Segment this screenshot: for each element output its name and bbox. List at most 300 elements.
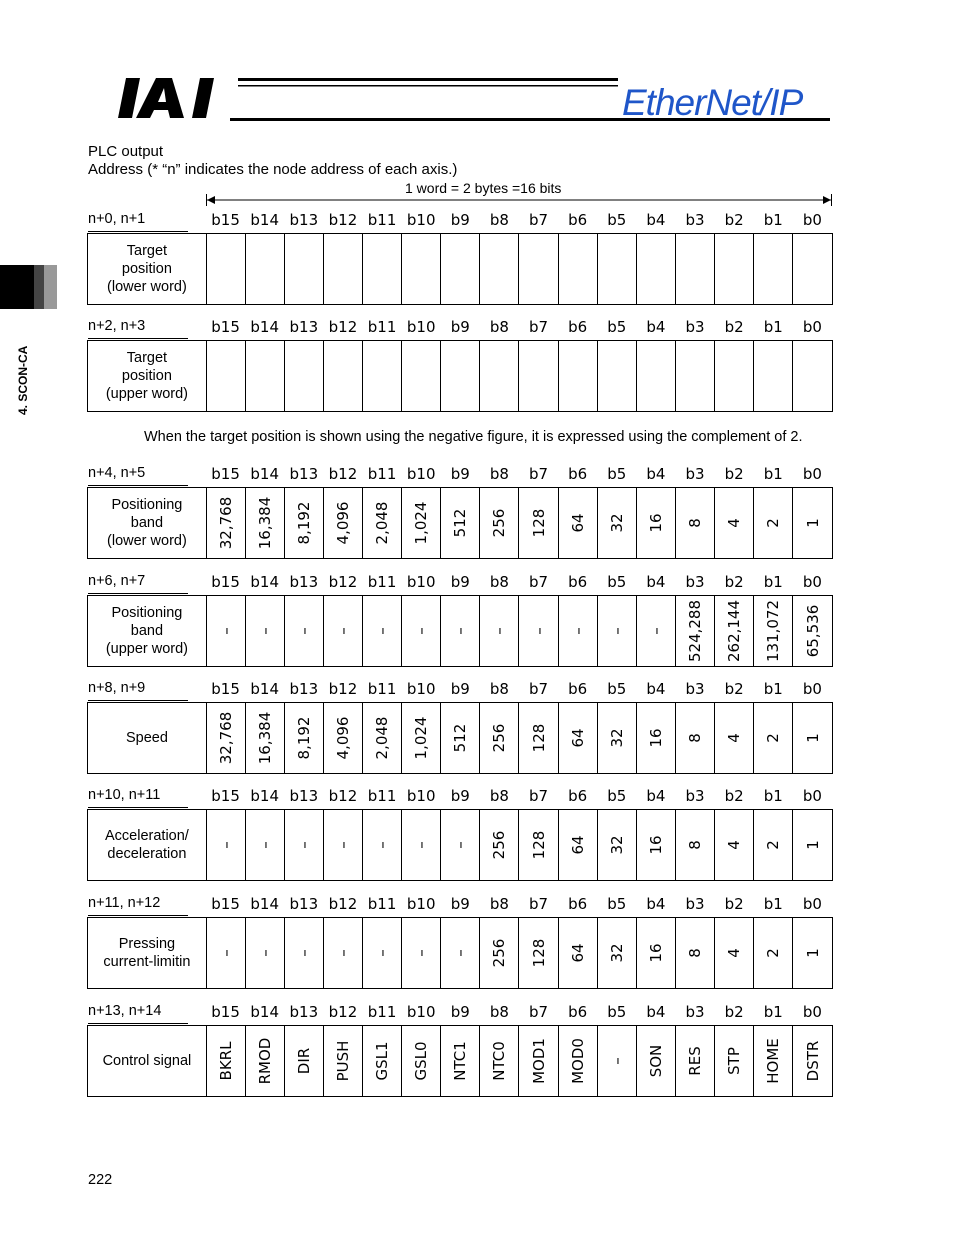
bit-cell-value: – [607, 1057, 626, 1065]
register-grid [87, 702, 833, 774]
bit-cell [480, 918, 519, 988]
bit-cell-value: HOME [763, 1038, 782, 1084]
bit-cell-value: 8 [685, 840, 704, 850]
bit-cell [246, 918, 285, 988]
bit-cell-value: – [568, 627, 587, 635]
bit-label: b9 [450, 787, 470, 805]
bit-cell [285, 234, 324, 304]
register-label-line: band [130, 515, 164, 531]
bit-cell [402, 703, 441, 773]
bit-cell-value: – [451, 949, 470, 957]
bit-cell [324, 341, 363, 411]
side-tab-shade-light [44, 265, 57, 309]
bit-label: b10 [406, 1003, 436, 1021]
bit-label: b4 [646, 465, 666, 483]
bit-cell [598, 234, 637, 304]
bit-cell-value: 64 [568, 728, 587, 748]
bit-cell [246, 341, 285, 411]
bit-label: b4 [646, 680, 666, 698]
bit-label: b9 [450, 895, 470, 913]
bit-cell [793, 810, 832, 880]
register-label-line: position [121, 261, 172, 277]
bit-cell [285, 810, 324, 880]
bit-cell [637, 596, 676, 666]
register-label [88, 810, 207, 880]
bit-cell [598, 918, 637, 988]
bit-label: b2 [724, 211, 744, 229]
bit-cell-value: – [295, 627, 314, 635]
bit-label: b9 [450, 465, 470, 483]
register-label [88, 234, 207, 304]
bit-cell [441, 596, 480, 666]
bit-cell [207, 703, 246, 773]
bit-cell-value: 2,048 [373, 501, 392, 545]
bit-cell-value: 256 [490, 508, 509, 538]
bit-cell-value: – [373, 627, 392, 635]
bit-cell [637, 810, 676, 880]
register-grid [87, 487, 833, 559]
bit-cell-value: 4 [724, 948, 743, 958]
bit-label: b13 [289, 787, 319, 805]
bit-cell [676, 234, 715, 304]
bit-cell [324, 810, 363, 880]
register-label-line: current-limitin [103, 954, 191, 970]
bit-cell-value: 128 [529, 938, 548, 968]
bit-header-row [206, 895, 832, 915]
bit-cell [598, 1026, 637, 1096]
bit-cell [363, 234, 402, 304]
bit-cell-value: MOD1 [529, 1038, 548, 1084]
bit-label: b14 [250, 1003, 279, 1021]
bit-cell [480, 488, 519, 558]
bit-cell [754, 810, 793, 880]
bit-label: b11 [367, 787, 397, 805]
register-grid [87, 917, 833, 989]
bit-cell-value: – [216, 949, 235, 957]
bit-cell-value: 16,384 [255, 496, 274, 550]
bit-label: b14 [250, 573, 279, 591]
bit-cell-value: 131,072 [763, 599, 782, 663]
bit-cell [246, 488, 285, 558]
bit-cell-value: – [412, 949, 431, 957]
register-label-line: Target [126, 350, 168, 366]
bit-label: b10 [406, 465, 436, 483]
bit-cell-value: 512 [451, 723, 470, 753]
bit-cell [637, 341, 676, 411]
bit-cell [402, 596, 441, 666]
bit-label: b1 [763, 680, 783, 698]
bit-cell-value: 64 [568, 835, 587, 855]
bit-label: b11 [367, 680, 397, 698]
bit-cell-value: – [255, 949, 274, 957]
bit-cell [715, 810, 754, 880]
register-label-line: (lower word) [107, 533, 187, 549]
bit-label: b12 [328, 1003, 358, 1021]
bit-label: b13 [289, 895, 319, 913]
bit-cell [441, 703, 480, 773]
bit-cell-value: MOD0 [568, 1038, 587, 1084]
register-label-line: (upper word) [105, 641, 189, 657]
bit-cell-value: 4 [724, 840, 743, 850]
bit-cell [441, 1026, 480, 1096]
bit-cell [715, 1026, 754, 1096]
bit-cell [598, 341, 637, 411]
bit-label: b11 [367, 211, 397, 229]
bit-cell-value: 1 [803, 733, 822, 743]
bit-cell [402, 1026, 441, 1096]
bit-cell [285, 341, 324, 411]
bit-cell [402, 918, 441, 988]
bit-cell-value: – [373, 841, 392, 849]
bit-label: b4 [646, 318, 666, 336]
bit-label: b14 [250, 318, 279, 336]
bit-label: b14 [250, 680, 279, 698]
bit-cell [441, 234, 480, 304]
bit-cell [598, 703, 637, 773]
bit-cell [402, 810, 441, 880]
bit-cell [559, 234, 598, 304]
bit-label: b3 [685, 318, 705, 336]
bit-cell [715, 703, 754, 773]
bit-label: b7 [529, 573, 549, 591]
register-grid [87, 1025, 833, 1097]
bit-label: b11 [367, 318, 397, 336]
bit-label: b12 [328, 573, 358, 591]
bit-cell [676, 341, 715, 411]
bit-cell [519, 488, 558, 558]
register-grid [87, 340, 833, 412]
bit-cell-value: GSL1 [373, 1041, 392, 1081]
bit-cell-value: NTC1 [451, 1041, 470, 1081]
bit-cell-value: 32 [607, 943, 626, 963]
bit-cell [559, 810, 598, 880]
bit-label: b6 [568, 895, 588, 913]
bit-label: b12 [328, 895, 358, 913]
bit-header-row [206, 211, 832, 231]
bit-cell [402, 341, 441, 411]
bit-cell [519, 596, 558, 666]
bit-cell [793, 1026, 832, 1096]
bit-cell-value: 64 [568, 943, 587, 963]
bit-label: b0 [802, 573, 822, 591]
bit-label: b7 [529, 465, 549, 483]
bit-cell [285, 1026, 324, 1096]
bit-cell-value: 128 [529, 508, 548, 538]
bit-cell [715, 918, 754, 988]
bit-header-row [206, 318, 832, 338]
bit-cell [207, 918, 246, 988]
bit-label: b15 [211, 1003, 240, 1021]
bit-cell-value: DSTR [803, 1040, 822, 1082]
bit-label: b13 [289, 573, 319, 591]
bit-label: b15 [211, 573, 240, 591]
bit-cell-value: – [373, 949, 392, 957]
address-underline [88, 700, 188, 701]
bit-label: b5 [607, 895, 627, 913]
bit-label: b13 [289, 680, 319, 698]
bit-cell-value: – [216, 627, 235, 635]
address-underline [88, 593, 188, 594]
bit-cell [246, 703, 285, 773]
bit-cell-value: 128 [529, 723, 548, 753]
bit-cell [559, 703, 598, 773]
bit-cell-value: 32,768 [216, 496, 235, 550]
bit-cell-value: – [255, 627, 274, 635]
bit-cell-value: 1 [803, 518, 822, 528]
bit-cell [363, 1026, 402, 1096]
bit-cell [207, 341, 246, 411]
bit-cell-value: 262,144 [724, 599, 743, 663]
bit-cell [363, 810, 402, 880]
bit-cell [793, 596, 832, 666]
bit-cell [519, 234, 558, 304]
bit-cell [402, 488, 441, 558]
bit-label: b9 [450, 680, 470, 698]
bit-label: b4 [646, 211, 666, 229]
bit-cell-value: 8 [685, 948, 704, 958]
bit-cell [324, 1026, 363, 1096]
bit-label: b0 [802, 1003, 822, 1021]
bit-cell-value: SON [646, 1044, 665, 1078]
bit-label: b9 [450, 1003, 470, 1021]
bit-cell [480, 341, 519, 411]
bit-cell-value: – [412, 627, 431, 635]
bit-cell-value: – [334, 627, 353, 635]
bit-cell [598, 810, 637, 880]
bit-cell [441, 488, 480, 558]
bit-label: b14 [250, 211, 279, 229]
bit-cell [676, 488, 715, 558]
bit-cell-value: PUSH [334, 1040, 353, 1082]
register-grid [87, 595, 833, 667]
bit-header-row [206, 1003, 832, 1023]
bit-label: b4 [646, 573, 666, 591]
bit-cell [363, 596, 402, 666]
bit-label: b5 [607, 318, 627, 336]
bit-label: b0 [802, 318, 822, 336]
bit-label: b10 [406, 211, 436, 229]
bit-cell-value: 2 [763, 733, 782, 743]
bit-cell-value: 8 [685, 518, 704, 528]
bit-label: b7 [529, 1003, 549, 1021]
bit-label: b2 [724, 318, 744, 336]
bit-cell-value: 2,048 [373, 716, 392, 760]
bit-label: b7 [529, 211, 549, 229]
bit-cell-value: – [451, 627, 470, 635]
bit-label: b7 [529, 895, 549, 913]
bit-cell [324, 596, 363, 666]
address-note: Address (* “n” indicates the node address of each axis.) [88, 161, 458, 178]
bit-cell-value: 8,192 [295, 501, 314, 545]
bit-cell [363, 703, 402, 773]
bit-cell-value: 16 [646, 513, 665, 533]
bit-label: b8 [489, 318, 509, 336]
bit-label: b13 [289, 211, 319, 229]
bit-cell [559, 1026, 598, 1096]
word-span-arrow [206, 194, 832, 206]
bit-cell-value: 32 [607, 728, 626, 748]
bit-label: b11 [367, 1003, 397, 1021]
register-label-line: Positioning [111, 605, 183, 621]
bit-label: b0 [802, 211, 822, 229]
chapter-label: 4. SCON-CA [16, 345, 30, 415]
bit-cell-value: – [529, 627, 548, 635]
bit-cell-value: – [334, 841, 353, 849]
bit-label: b7 [529, 680, 549, 698]
bit-label: b11 [367, 573, 397, 591]
bit-cell-value: 4,096 [334, 716, 353, 760]
bit-cell [676, 918, 715, 988]
bit-cell [207, 1026, 246, 1096]
bit-cell-value: – [607, 627, 626, 635]
bit-cell [246, 596, 285, 666]
bit-cell-value: 32 [607, 835, 626, 855]
bit-label: b0 [802, 680, 822, 698]
bit-cell-value: 256 [490, 830, 509, 860]
bit-cell [441, 918, 480, 988]
bit-cell [285, 918, 324, 988]
bit-cell [285, 596, 324, 666]
side-tab-block [0, 265, 34, 309]
bit-label: b13 [289, 1003, 319, 1021]
register-label-line: Pressing [118, 936, 176, 952]
ethernet-ip-brand: EtherNet/IP [622, 82, 803, 123]
address-underline [88, 1023, 188, 1024]
bit-label: b14 [250, 465, 279, 483]
bit-cell [480, 1026, 519, 1096]
bit-label: b6 [568, 465, 588, 483]
bit-cell-value: RES [685, 1046, 704, 1076]
bit-cell-value: BKRL [216, 1041, 235, 1081]
bit-label: b12 [328, 211, 358, 229]
bit-cell-value: – [412, 841, 431, 849]
plc-output-heading: PLC output [88, 143, 164, 160]
bit-label: b10 [406, 318, 436, 336]
bit-cell-value: 4 [724, 733, 743, 743]
bit-cell-value: – [295, 949, 314, 957]
address-underline [88, 915, 188, 916]
bit-cell-value: 16 [646, 728, 665, 748]
bit-cell [402, 234, 441, 304]
bit-cell [207, 488, 246, 558]
bit-cell [637, 703, 676, 773]
bit-label: b2 [724, 895, 744, 913]
bit-label: b0 [802, 895, 822, 913]
register-label-line: band [130, 623, 164, 639]
bit-cell-value: 1,024 [412, 716, 431, 760]
register-label-line: Control signal [102, 1053, 192, 1069]
bit-label: b3 [685, 1003, 705, 1021]
bit-label: b2 [724, 465, 744, 483]
bit-cell [324, 488, 363, 558]
bit-header-row [206, 465, 832, 485]
bit-label: b10 [406, 787, 436, 805]
bit-cell-value: 256 [490, 723, 509, 753]
bit-label: b3 [685, 465, 705, 483]
bit-cell [676, 703, 715, 773]
bit-cell [715, 341, 754, 411]
word-size-note: 1 word = 2 bytes =16 bits [405, 180, 562, 196]
bit-cell [519, 341, 558, 411]
bit-label: b1 [763, 211, 783, 229]
address-underline [88, 231, 188, 232]
bit-cell [676, 596, 715, 666]
bit-cell [559, 488, 598, 558]
bit-cell [676, 1026, 715, 1096]
bit-cell [715, 596, 754, 666]
bit-label: b8 [489, 211, 509, 229]
bit-cell [363, 341, 402, 411]
bit-cell-value: 2 [763, 518, 782, 528]
bit-cell [754, 703, 793, 773]
bit-cell [246, 1026, 285, 1096]
bit-cell [480, 810, 519, 880]
bit-label: b1 [763, 895, 783, 913]
bit-cell-value: 65,536 [803, 604, 822, 658]
register-grid [87, 233, 833, 305]
bit-label: b7 [529, 318, 549, 336]
register-label [88, 918, 207, 988]
bit-label: b8 [489, 680, 509, 698]
bit-cell [754, 1026, 793, 1096]
bit-label: b15 [211, 787, 240, 805]
bit-cell [559, 341, 598, 411]
bit-label: b6 [568, 680, 588, 698]
bit-cell-value: 32 [607, 513, 626, 533]
bit-cell [637, 918, 676, 988]
bit-cell-value: – [255, 841, 274, 849]
bit-label: b1 [763, 318, 783, 336]
bit-cell [754, 488, 793, 558]
bit-cell-value: 524,288 [685, 599, 704, 663]
register-label-line: Speed [125, 730, 168, 746]
bit-cell-value: 2 [763, 840, 782, 850]
side-tab-shade [34, 265, 44, 309]
bit-cell [637, 488, 676, 558]
bit-cell-value: 128 [529, 830, 548, 860]
bit-label: b15 [211, 318, 240, 336]
bit-cell-value: 512 [451, 508, 470, 538]
bit-cell [519, 810, 558, 880]
bit-label: b12 [328, 318, 358, 336]
address-underline [88, 338, 188, 339]
bit-label: b4 [646, 895, 666, 913]
bit-cell-value: NTC0 [490, 1041, 509, 1081]
bit-label: b8 [489, 787, 509, 805]
bit-cell [754, 341, 793, 411]
bit-cell-value: DIR [295, 1047, 314, 1075]
bit-cell [363, 488, 402, 558]
bit-label: b6 [568, 787, 588, 805]
bit-cell [285, 488, 324, 558]
register-label-line: Positioning [111, 497, 183, 513]
bit-cell-value: 256 [490, 938, 509, 968]
bit-label: b10 [406, 573, 436, 591]
register-label-line: (lower word) [107, 279, 187, 295]
bit-cell [519, 1026, 558, 1096]
bit-label: b2 [724, 787, 744, 805]
bit-cell [207, 234, 246, 304]
bit-label: b9 [450, 573, 470, 591]
bit-cell-value: 16,384 [255, 711, 274, 765]
bit-label: b14 [250, 787, 279, 805]
bit-cell-value: – [216, 841, 235, 849]
bit-cell-value: 64 [568, 513, 587, 533]
bit-cell [480, 703, 519, 773]
bit-label: b15 [211, 895, 240, 913]
bit-cell [559, 918, 598, 988]
bit-label: b15 [211, 465, 240, 483]
